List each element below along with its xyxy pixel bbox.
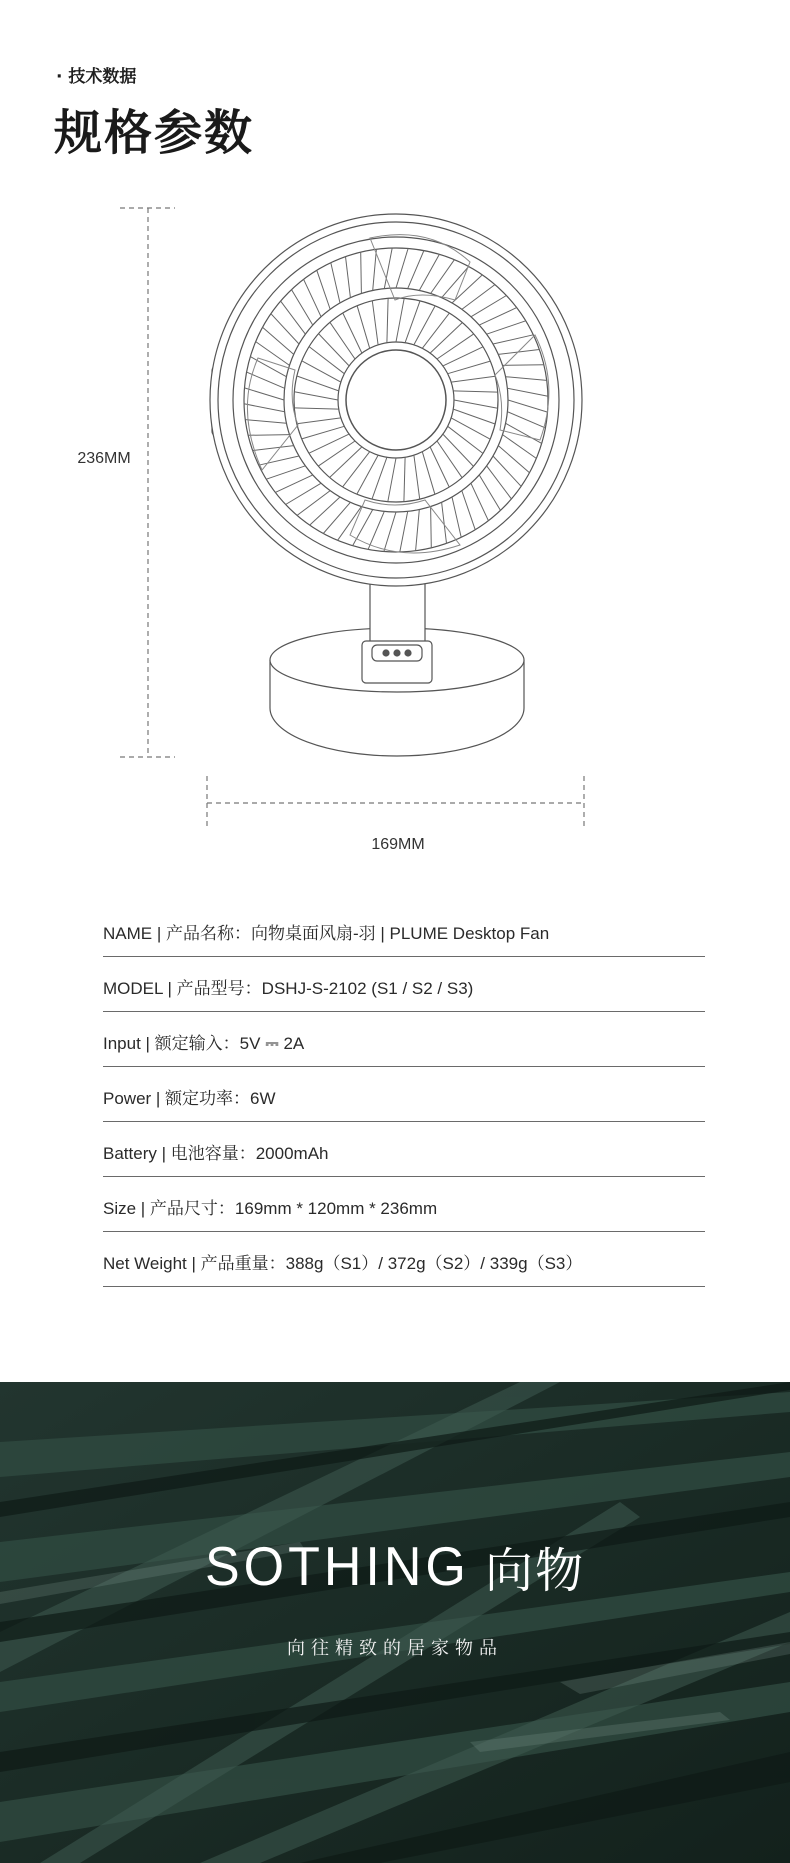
spec-row-power: Power | 额定功率：6W bbox=[103, 1068, 705, 1122]
brand-name-cn: 向物 bbox=[484, 1543, 585, 1599]
brand-footer bbox=[0, 1382, 790, 1863]
section-kicker: · 技术数据 bbox=[56, 67, 137, 87]
spec-row-size: Size | 产品尺寸：169mm * 120mm * 236mm bbox=[103, 1178, 705, 1232]
fan-dimension-diagram bbox=[0, 180, 790, 880]
width-dimension-line bbox=[207, 776, 584, 828]
brand-slogan: 向往精致的居家物品 bbox=[287, 1638, 503, 1659]
palm-leaves-background bbox=[0, 1382, 790, 1863]
height-dimension-line bbox=[120, 208, 175, 757]
page-title: 规格参数 bbox=[54, 105, 255, 161]
fan-illustration bbox=[210, 214, 582, 756]
spec-row-input: Input | 额定输入：5V ⎓ 2A bbox=[103, 1013, 705, 1067]
spec-row-model: MODEL | 产品型号：DSHJ-S-2102 (S1 / S2 / S3) bbox=[103, 958, 705, 1012]
brand-name-en: SOTHING bbox=[204, 1536, 470, 1597]
height-label: 236MM bbox=[77, 450, 131, 467]
spec-row-name: NAME | 产品名称：向物桌面风扇-羽 | PLUME Desktop Fan bbox=[103, 903, 705, 957]
width-label: 169MM bbox=[371, 836, 425, 853]
spec-row-battery: Battery | 电池容量：2000mAh bbox=[103, 1123, 705, 1177]
brand-logo bbox=[0, 1532, 790, 1601]
spec-row-weight: Net Weight | 产品重量：388g（S1）/ 372g（S2）/ 339g（S3） bbox=[103, 1233, 705, 1287]
spec-table bbox=[103, 903, 705, 1287]
